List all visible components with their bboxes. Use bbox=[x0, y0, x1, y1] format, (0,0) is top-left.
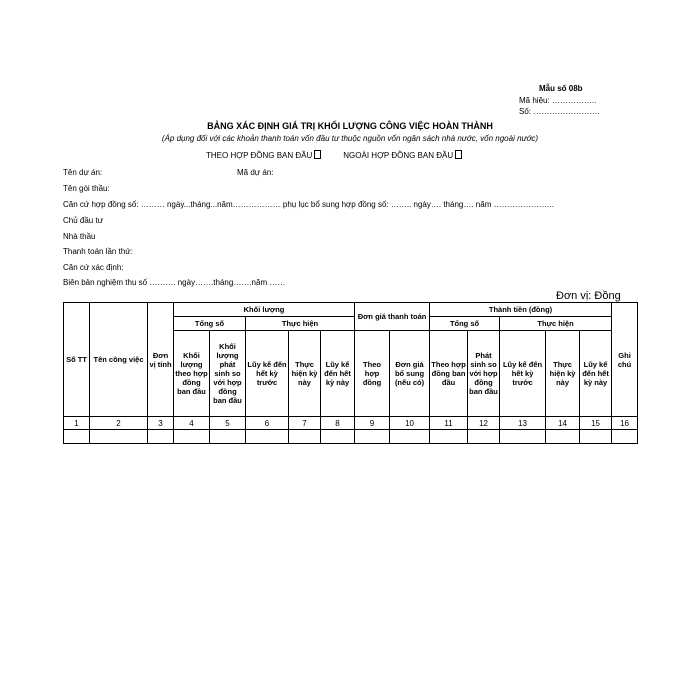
col-number: 9 bbox=[355, 417, 390, 430]
table-cell[interactable] bbox=[174, 430, 210, 444]
currency-unit: Đơn vị: Đồng bbox=[556, 290, 621, 302]
header-kl-thuc-hien-ky-nay: Thực hiện kỳ này bbox=[289, 331, 321, 417]
value-table bbox=[63, 302, 638, 444]
header-ten-cong-viec: Tên công việc bbox=[90, 303, 148, 417]
table-cell[interactable] bbox=[355, 430, 390, 444]
col-number: 10 bbox=[390, 417, 430, 430]
nha-thau: Nhà thầu bbox=[63, 232, 96, 241]
header-so-tt: Số TT bbox=[64, 303, 90, 417]
col-number: 14 bbox=[546, 417, 580, 430]
thanh-toan-lan-thu: Thanh toán lần thứ: bbox=[63, 247, 133, 256]
document-title: BẢNG XÁC ĐỊNH GIÁ TRỊ KHỐI LƯỢNG CÔNG VIỆC HOÀN THÀNH bbox=[207, 121, 493, 131]
header-kl-tong-so: Tổng số bbox=[174, 317, 246, 331]
header-don-gia: Đơn giá thanh toán bbox=[355, 303, 430, 331]
chu-dau-tu: Chủ đầu tư bbox=[63, 216, 104, 225]
table-cell[interactable] bbox=[210, 430, 246, 444]
table-cell[interactable] bbox=[64, 430, 90, 444]
header-tt-thuc-hien: Thực hiện bbox=[500, 317, 612, 331]
col-number: 3 bbox=[148, 417, 174, 430]
form-code: Mẫu số 08b bbox=[539, 84, 583, 93]
col-number: 1 bbox=[64, 417, 90, 430]
header-tt-thuc-hien-ky-nay: Thực hiện kỳ này bbox=[546, 331, 580, 417]
ten-goi-thau: Tên gói thầu: bbox=[63, 184, 110, 193]
header-tt-luy-ke-nay: Lũy kế đến hết kỳ này bbox=[580, 331, 612, 417]
col-number: 12 bbox=[468, 417, 500, 430]
contract-options bbox=[206, 150, 462, 160]
table-cell[interactable] bbox=[246, 430, 289, 444]
table-cell[interactable] bbox=[612, 430, 638, 444]
header-tt-theo-hd: Theo hợp đồng ban đầu bbox=[430, 331, 468, 417]
header-ghi-chu: Ghi chú bbox=[612, 303, 638, 417]
option-ngoai-label: NGOÀI HỢP ĐỒNG BAN ĐẦU bbox=[343, 151, 454, 160]
col-number: 4 bbox=[174, 417, 210, 430]
option-ngoai-checkbox[interactable] bbox=[455, 150, 462, 159]
bien-ban-nghiem-thu: Biên bản nghiệm thu số ………. ngày…….tháng…….năm …… bbox=[63, 278, 286, 287]
col-number: 15 bbox=[580, 417, 612, 430]
can-cu-hop-dong: Căn cứ hợp đồng số: ……… ngày...tháng...năm……………… phụ lục bổ sung hợp đồng số: …….. ngày…. tháng…. năm ………………….. bbox=[63, 200, 555, 209]
col-number: 2 bbox=[90, 417, 148, 430]
table-cell[interactable] bbox=[546, 430, 580, 444]
so-field: Số: ……………………. bbox=[519, 107, 600, 116]
table-cell[interactable] bbox=[90, 430, 148, 444]
header-kl-thuc-hien: Thực hiện bbox=[246, 317, 355, 331]
col-number: 8 bbox=[321, 417, 355, 430]
col-number: 13 bbox=[500, 417, 546, 430]
table-cell[interactable] bbox=[430, 430, 468, 444]
table-cell[interactable] bbox=[289, 430, 321, 444]
header-theo-hop-dong: Theo hợp đồng bbox=[355, 331, 390, 417]
col-number: 6 bbox=[246, 417, 289, 430]
table-cell[interactable] bbox=[468, 430, 500, 444]
table-cell[interactable] bbox=[500, 430, 546, 444]
table-cell[interactable] bbox=[148, 430, 174, 444]
header-kl-luy-ke-nay: Lũy kế đến hết kỳ này bbox=[321, 331, 355, 417]
option-theo-checkbox[interactable] bbox=[314, 150, 321, 159]
ma-hieu: Mã hiệu: …………….. bbox=[519, 96, 597, 105]
table-cell[interactable] bbox=[321, 430, 355, 444]
header-tt-phat-sinh: Phát sinh so với hợp đồng ban đầu bbox=[468, 331, 500, 417]
ten-du-an: Tên dự án: bbox=[63, 168, 103, 177]
header-khoi-luong: Khối lượng bbox=[174, 303, 355, 317]
header-kl-theo-hd: Khối lượng theo hợp đồng ban đầu bbox=[174, 331, 210, 417]
header-don-vi-tinh: Đơn vị tính bbox=[148, 303, 174, 417]
header-kl-luy-ke-truoc: Lũy kế đến hết kỳ trước bbox=[246, 331, 289, 417]
col-number: 7 bbox=[289, 417, 321, 430]
header-kl-phat-sinh: Khối lượng phát sinh so với hợp đồng ban đầu bbox=[210, 331, 246, 417]
can-cu-xac-dinh: Căn cứ xác định: bbox=[63, 263, 124, 272]
table-row bbox=[64, 430, 638, 444]
table-cell[interactable] bbox=[580, 430, 612, 444]
col-number: 11 bbox=[430, 417, 468, 430]
column-number-row bbox=[64, 417, 638, 430]
header-tt-tong-so: Tổng số bbox=[430, 317, 500, 331]
document-subtitle: (Áp dụng đối với các khoản thanh toán vốn đầu tư thuộc nguồn vốn ngân sách nhà nước, vốn ngoài nước) bbox=[161, 134, 539, 143]
col-number: 16 bbox=[612, 417, 638, 430]
header-thanh-tien: Thành tiền (đồng) bbox=[430, 303, 612, 317]
option-theo-label: THEO HỢP ĐỒNG BAN ĐẦU bbox=[206, 151, 313, 160]
table-cell[interactable] bbox=[390, 430, 430, 444]
col-number: 5 bbox=[210, 417, 246, 430]
ma-du-an: Mã dự án: bbox=[237, 168, 274, 177]
header-tt-luy-ke-truoc: Lũy kế đến hết kỳ trước bbox=[500, 331, 546, 417]
header-don-gia-bo-sung: Đơn giá bổ sung (nếu có) bbox=[390, 331, 430, 417]
